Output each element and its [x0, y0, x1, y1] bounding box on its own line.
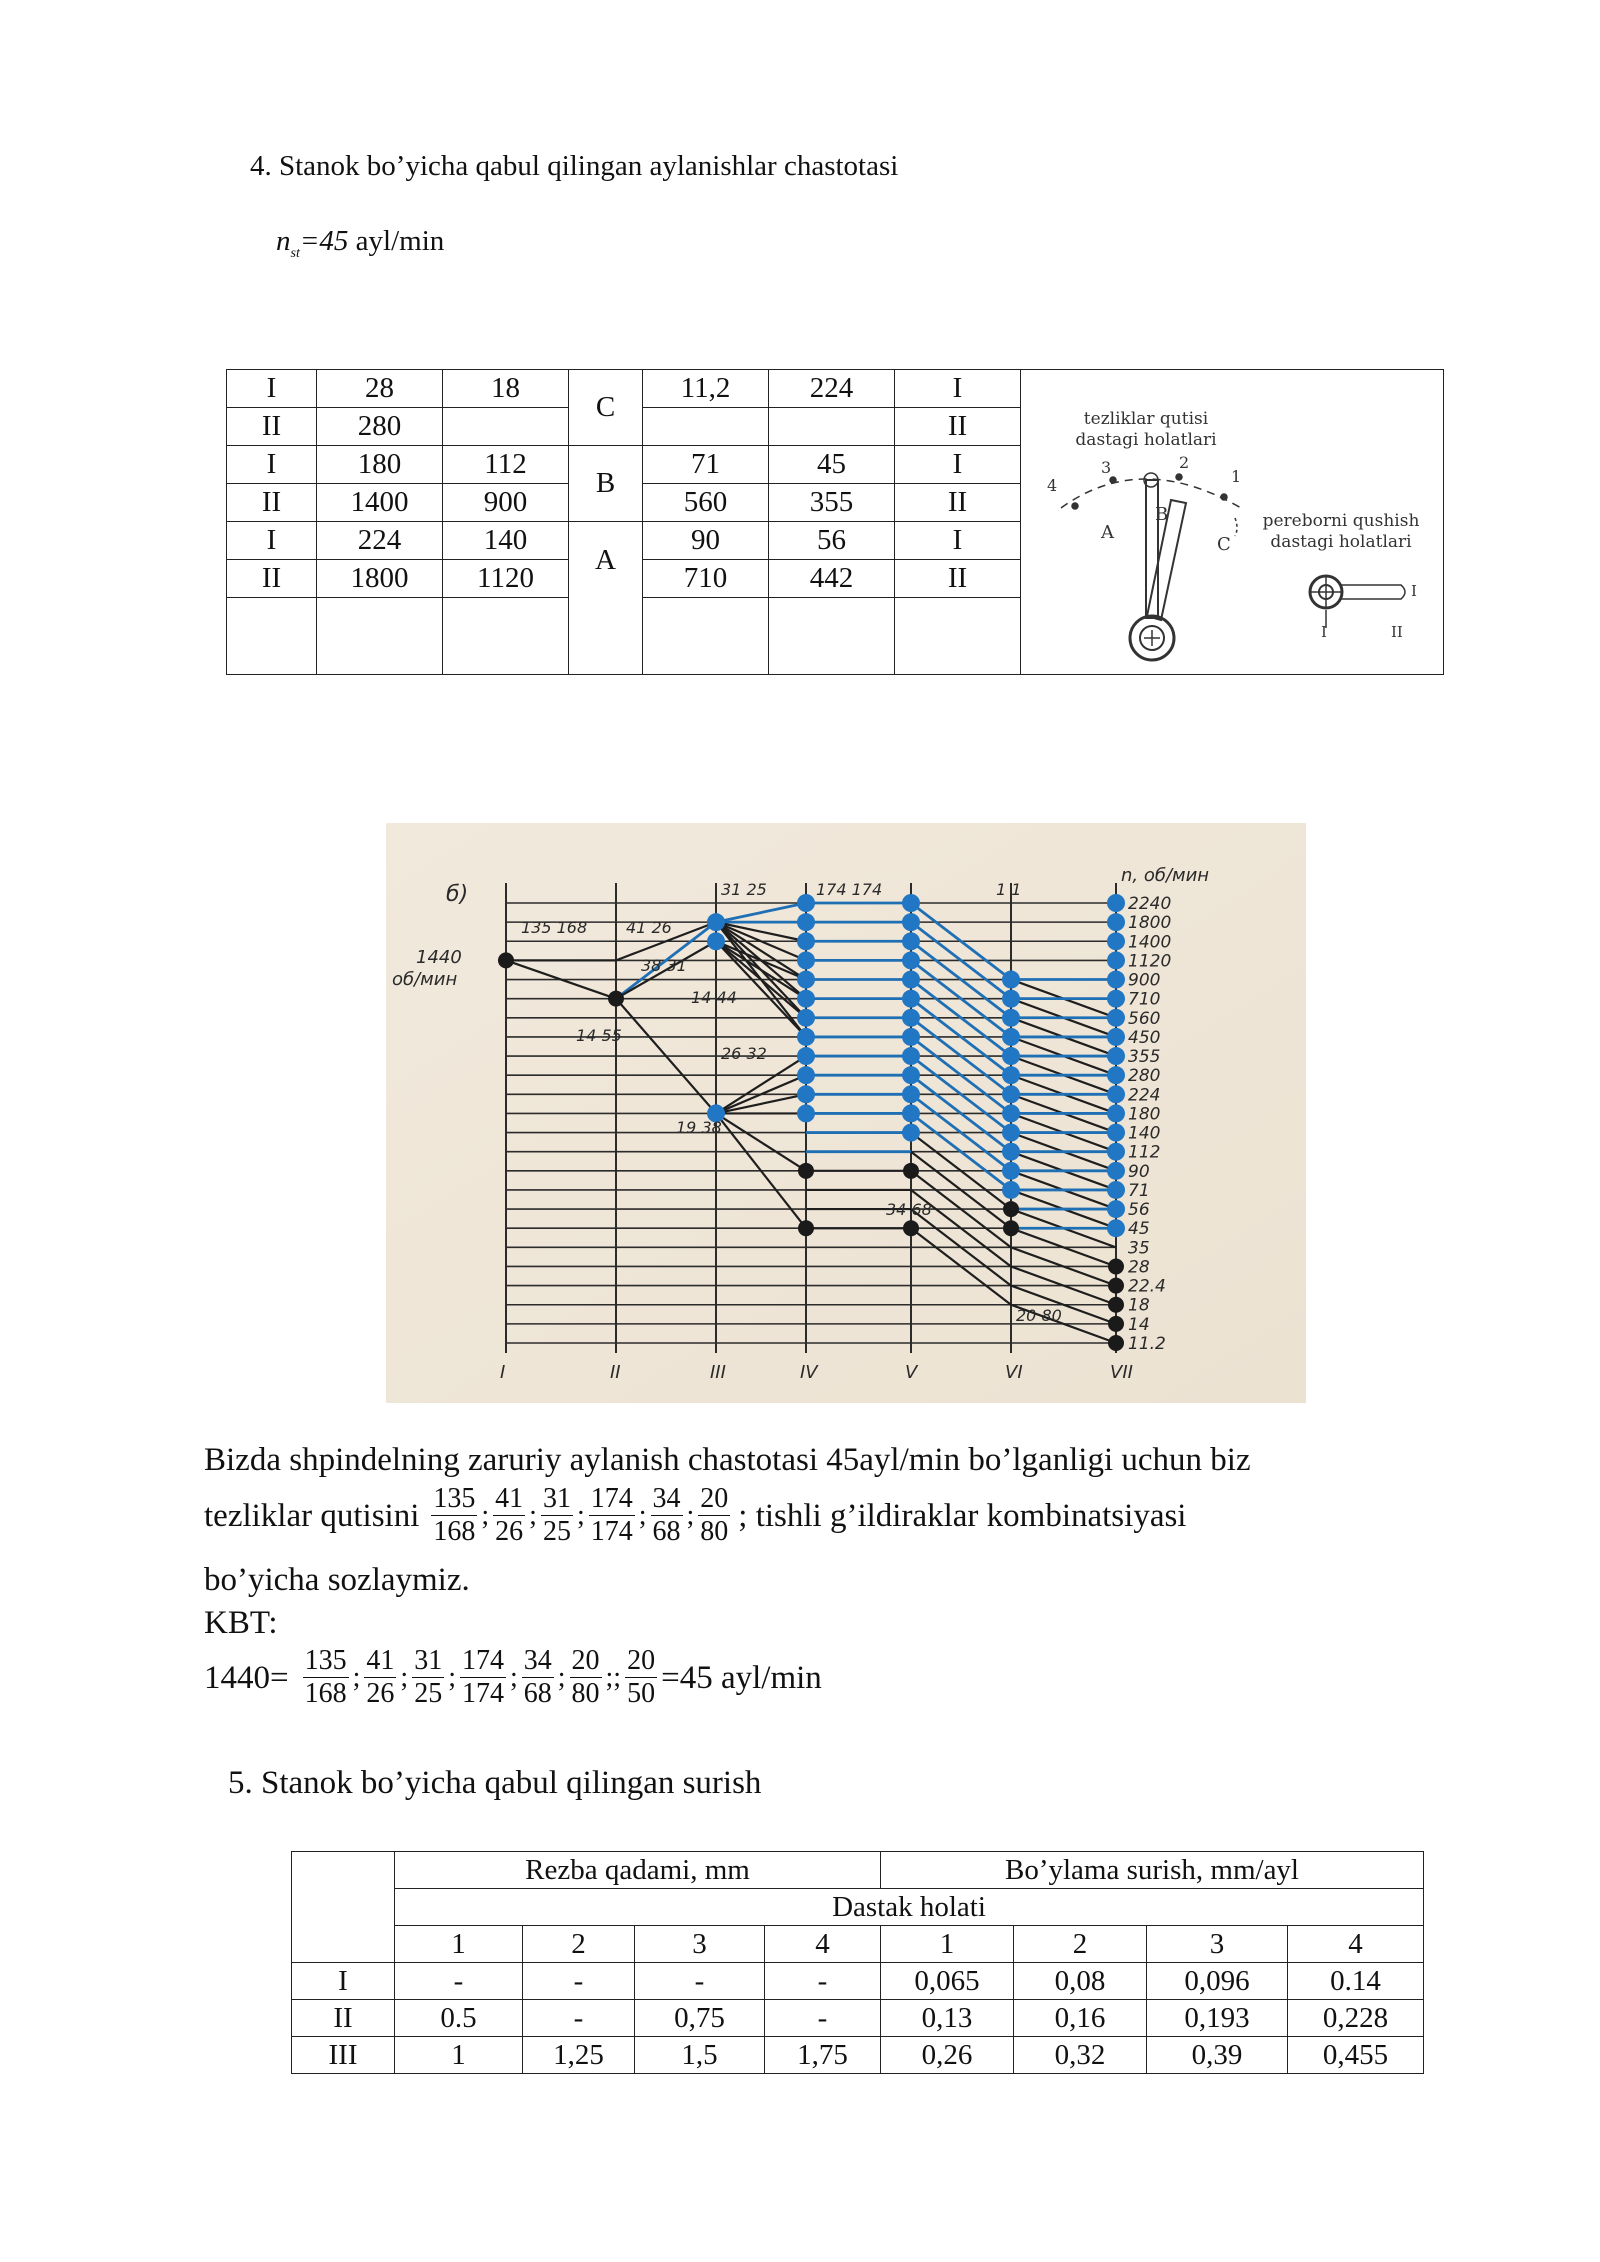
- position-4: 4: [1047, 476, 1058, 495]
- table-cell: II: [292, 2000, 395, 2037]
- position-1: 1: [1231, 467, 1242, 486]
- speed-node: [798, 1163, 814, 1179]
- speed-label: 224: [1128, 1085, 1161, 1106]
- speed-node: [1002, 971, 1020, 989]
- speed-node: [1107, 1009, 1125, 1027]
- table-corner-cell: [292, 1852, 395, 1963]
- speed-node: [797, 951, 815, 969]
- table-cell: [443, 408, 569, 446]
- equation-start: 1440=: [204, 1659, 289, 1696]
- kbt-label: KBT:: [204, 1605, 278, 1641]
- table-cell: 280: [317, 408, 443, 446]
- speed-node: [902, 1085, 920, 1103]
- table-cell: 0,096: [1147, 1963, 1288, 2000]
- speed-label: 14: [1128, 1314, 1150, 1335]
- fraction-separator: ;: [448, 1661, 456, 1693]
- speed-node: [1107, 894, 1125, 912]
- gear-ratio-fraction: [364, 1645, 396, 1710]
- speed-label: 355: [1128, 1047, 1161, 1068]
- table-cell: [643, 598, 769, 675]
- speed-node: [707, 932, 725, 950]
- table-cell: I: [227, 522, 317, 560]
- kbt-fractions: [299, 1645, 661, 1710]
- speed-label: 18: [1128, 1295, 1150, 1316]
- speed-node: [797, 1047, 815, 1065]
- gearbox-speed-table: [226, 369, 1444, 675]
- speed-label: 1120: [1128, 951, 1172, 972]
- fraction-denominator: 68: [523, 1678, 552, 1709]
- speed-label: 45: [1128, 1219, 1150, 1240]
- axis-unit-label: n, об/мин: [1121, 865, 1210, 886]
- speed-node: [1107, 1219, 1125, 1237]
- paragraph-line-2: [204, 1483, 1186, 1548]
- fraction-separator: ;: [638, 1499, 647, 1531]
- spindle-speed-line: [276, 225, 444, 262]
- speed-label: 35: [1128, 1238, 1150, 1259]
- gear-pair-label: 26 32: [721, 1044, 767, 1063]
- table-cell: -: [523, 2000, 635, 2037]
- speed-node: [1107, 1200, 1125, 1218]
- speed-node: [1107, 971, 1125, 989]
- speed-label: 112: [1128, 1142, 1161, 1163]
- gear-ratio-fraction: [522, 1645, 554, 1710]
- speed-node: [1107, 1181, 1125, 1199]
- speed-node: [902, 1066, 920, 1084]
- table-cell: [769, 598, 895, 675]
- table-row: [292, 2000, 1424, 2037]
- fraction-separator: ;: [557, 1661, 566, 1693]
- fraction-numerator: 20: [571, 1645, 600, 1676]
- speed-node: [902, 1009, 920, 1027]
- fraction-denominator: 174: [461, 1678, 504, 1709]
- roman-ii: II: [1391, 623, 1403, 641]
- speed-label: 280: [1128, 1066, 1161, 1087]
- speed-label: 1400: [1128, 932, 1172, 953]
- speed-label: 180: [1128, 1104, 1161, 1125]
- speed-node: [608, 991, 624, 1007]
- speed-node: [903, 1220, 919, 1236]
- speed-node: [902, 1124, 920, 1142]
- speed-node: [1002, 1028, 1020, 1046]
- fraction-numerator: 31: [542, 1483, 571, 1514]
- speed-node: [1107, 1047, 1125, 1065]
- table-cell: II: [227, 408, 317, 446]
- thread-pitch-header: Rezba qadami, mm: [395, 1852, 881, 1889]
- fraction-numerator: 174: [590, 1483, 633, 1514]
- column-header: 4: [765, 1926, 881, 1963]
- table-cell: -: [395, 1963, 523, 2000]
- speed-node: [902, 1028, 920, 1046]
- table-cell: 1400: [317, 484, 443, 522]
- fraction-denominator: 168: [304, 1678, 347, 1709]
- table-cell: I: [895, 370, 1021, 408]
- fraction-numerator: 31: [414, 1645, 443, 1676]
- table-cell: 1,25: [523, 2037, 635, 2074]
- fraction-denominator: 80: [571, 1678, 600, 1709]
- nst-value: =45: [299, 225, 349, 257]
- table-cell: 0.14: [1288, 1963, 1424, 2000]
- speed-node: [1002, 1009, 1020, 1027]
- gear-ratio-fraction: [493, 1483, 525, 1548]
- speed-node: [1107, 1162, 1125, 1180]
- speed-label: 90: [1128, 1161, 1150, 1182]
- speed-node: [1107, 1066, 1125, 1084]
- lever-diagram-cell: [1021, 370, 1444, 675]
- speed-node: [1002, 1047, 1020, 1065]
- speed-node: [902, 913, 920, 931]
- table-cell: [643, 408, 769, 446]
- lever-position-header: Dastak holati: [395, 1889, 1424, 1926]
- speed-node: [797, 1085, 815, 1103]
- group-label-b: B: [569, 446, 643, 522]
- column-header: 3: [635, 1926, 765, 1963]
- fraction-denominator: 68: [652, 1516, 681, 1547]
- gear-ratio-fraction: [541, 1483, 573, 1548]
- table-cell: I: [292, 1963, 395, 2000]
- line2-end: ; tishli g’ildiraklar kombinatsiyasi: [738, 1497, 1187, 1534]
- section-5-heading: 5. Stanok bo’yicha qabul qilingan surish: [228, 1765, 762, 1801]
- speed-node: [1003, 1220, 1019, 1236]
- gear-pair-label: 174 174: [816, 880, 883, 899]
- longitudinal-feed-header: Bo’ylama surish, mm/ayl: [881, 1852, 1424, 1889]
- table-cell: I: [895, 446, 1021, 484]
- gear-ratio-fraction: [460, 1645, 506, 1710]
- speed-node: [1108, 1278, 1124, 1294]
- table-cell: -: [635, 1963, 765, 2000]
- speed-node: [1002, 1181, 1020, 1199]
- table-cell: III: [292, 2037, 395, 2074]
- speed-node: [1003, 1201, 1019, 1217]
- speed-node: [797, 1066, 815, 1084]
- speed-graph-svg: [386, 823, 1306, 1403]
- table-cell: 0,065: [881, 1963, 1014, 2000]
- table-cell: -: [765, 2000, 881, 2037]
- fraction-separator: ;: [481, 1499, 490, 1531]
- table-cell: 1800: [317, 560, 443, 598]
- right-title-1: pereborni qushish: [1262, 511, 1420, 531]
- gear-pair-label: 38 31: [641, 956, 687, 975]
- speed-node: [903, 1163, 919, 1179]
- table-header-row: [292, 1852, 1424, 1889]
- speed-node: [797, 894, 815, 912]
- gear-ratio-fraction: [651, 1483, 683, 1548]
- table-cell: 0,75: [635, 2000, 765, 2037]
- table-cell: 0,228: [1288, 2000, 1424, 2037]
- column-header: 2: [523, 1926, 635, 1963]
- table-cell: [227, 598, 317, 675]
- speed-node: [1002, 1066, 1020, 1084]
- gear-ratio-fraction: [625, 1645, 657, 1710]
- table-cell: 11,2: [643, 370, 769, 408]
- fraction-numerator: 20: [700, 1483, 729, 1514]
- gear-pair-label: 41 26: [626, 918, 672, 937]
- speed-node: [798, 1220, 814, 1236]
- position-2: 2: [1179, 453, 1190, 472]
- speed-node: [707, 913, 725, 931]
- table-cell: 90: [643, 522, 769, 560]
- fraction-separator: ;: [576, 1499, 585, 1531]
- table-cell: 71: [643, 446, 769, 484]
- table-cell: [443, 598, 569, 675]
- table-cell: 1: [395, 2037, 523, 2074]
- roman-i-right: I: [1411, 582, 1417, 600]
- gear-pair-label: 20 80: [1016, 1306, 1062, 1325]
- graph-label-b: б): [446, 882, 469, 907]
- table-cell: -: [765, 1963, 881, 2000]
- speed-node: [1002, 1085, 1020, 1103]
- table-cell: 0,455: [1288, 2037, 1424, 2074]
- shaft-label: VII: [1110, 1362, 1133, 1383]
- speed-label: 140: [1128, 1123, 1161, 1144]
- speed-node: [1107, 932, 1125, 950]
- table-cell: 560: [643, 484, 769, 522]
- shaft-label: IV: [800, 1362, 818, 1383]
- speed-node: [1002, 1143, 1020, 1161]
- group-label-c: C: [569, 370, 643, 446]
- table-cell: II: [895, 560, 1021, 598]
- shaft-label: II: [610, 1362, 621, 1383]
- speed-node: [797, 1009, 815, 1027]
- table-cell: 0.5: [395, 2000, 523, 2037]
- speed-node: [797, 971, 815, 989]
- input-rpm-label: 1440: [416, 947, 462, 968]
- speed-node: [902, 951, 920, 969]
- kbt-equation: [204, 1645, 822, 1710]
- gear-pair-label: 31 25: [721, 880, 767, 899]
- speed-node: [1002, 1162, 1020, 1180]
- fraction-numerator: 41: [495, 1483, 524, 1514]
- table-cell: 710: [643, 560, 769, 598]
- fraction-separator: ;: [352, 1661, 361, 1693]
- speed-node: [797, 932, 815, 950]
- table-cell: 1120: [443, 560, 569, 598]
- column-header: 1: [881, 1926, 1014, 1963]
- position-3: 3: [1101, 458, 1112, 477]
- speed-node: [1107, 990, 1125, 1008]
- speed-node: [902, 932, 920, 950]
- nst-subscript: st: [290, 245, 300, 261]
- table-cell: -: [523, 1963, 635, 2000]
- speed-label: 22.4: [1128, 1276, 1166, 1297]
- table-cell: 0,193: [1147, 2000, 1288, 2037]
- table-cell: I: [895, 522, 1021, 560]
- speed-node: [1107, 1085, 1125, 1103]
- gear-ratio-fraction: [431, 1483, 477, 1548]
- fraction-numerator: 20: [627, 1645, 656, 1676]
- gear-ratio-fraction: [698, 1483, 730, 1548]
- group-label-a: A: [569, 522, 643, 675]
- speed-node: [1002, 1124, 1020, 1142]
- fraction-denominator: 25: [414, 1678, 443, 1709]
- speed-node: [902, 1047, 920, 1065]
- speed-node: [1107, 951, 1125, 969]
- table-cell: 0,26: [881, 2037, 1014, 2074]
- speed-node: [1107, 1124, 1125, 1142]
- table-cell: [317, 598, 443, 675]
- speed-node: [1107, 1028, 1125, 1046]
- table-cell: 0,08: [1014, 1963, 1147, 2000]
- gear-ratio-fraction: [570, 1645, 602, 1710]
- speed-node: [902, 1104, 920, 1122]
- speed-node: [1002, 1104, 1020, 1122]
- letter-b: B: [1155, 504, 1169, 525]
- table-row: [227, 370, 1444, 408]
- gear-pair-label: 1 1: [996, 880, 1022, 899]
- speed-node: [902, 971, 920, 989]
- speed-label: 11.2: [1128, 1334, 1166, 1354]
- table-cell: 0,13: [881, 2000, 1014, 2037]
- fraction-numerator: 174: [461, 1645, 504, 1676]
- speed-label: 1800: [1128, 913, 1172, 934]
- speed-node: [797, 1104, 815, 1122]
- table-cell: II: [895, 484, 1021, 522]
- column-header: 1: [395, 1926, 523, 1963]
- table-cell: 140: [443, 522, 569, 560]
- table-cell: 0,39: [1147, 2037, 1288, 2074]
- speed-node: [1108, 1258, 1124, 1274]
- fraction-separator: ;: [400, 1661, 409, 1693]
- table-cell: 1,5: [635, 2037, 765, 2074]
- speed-label: 710: [1128, 989, 1161, 1010]
- gear-ratio-fraction: [303, 1645, 349, 1710]
- table-header-row: [292, 1889, 1424, 1926]
- table-row: [292, 2037, 1424, 2074]
- speed-node: [797, 913, 815, 931]
- fraction-numerator: 34: [652, 1483, 681, 1514]
- speed-node: [1107, 1104, 1125, 1122]
- table-cell: [895, 598, 1021, 675]
- speed-node: [902, 894, 920, 912]
- speed-node: [1108, 1335, 1124, 1351]
- speed-node: [498, 952, 514, 968]
- table-cell: 56: [769, 522, 895, 560]
- letter-c: C: [1217, 534, 1231, 555]
- column-header: 2: [1014, 1926, 1147, 1963]
- table-cell: I: [227, 446, 317, 484]
- diagram-title-1: tezliklar qutisi: [1083, 409, 1209, 429]
- fraction-separator: ;: [686, 1499, 695, 1531]
- table-cell: II: [227, 560, 317, 598]
- speed-label: 900: [1128, 970, 1161, 991]
- table-cell: 224: [317, 522, 443, 560]
- table-cell: II: [227, 484, 317, 522]
- fraction-numerator: 41: [366, 1645, 395, 1676]
- table-cell: II: [895, 408, 1021, 446]
- fraction-denominator: 26: [366, 1678, 395, 1709]
- gear-ratio-fraction: [412, 1645, 444, 1710]
- column-header: 4: [1288, 1926, 1424, 1963]
- speed-label: 56: [1128, 1200, 1150, 1221]
- fraction-denominator: 50: [627, 1678, 656, 1709]
- fraction-denominator: 26: [495, 1516, 524, 1547]
- lever-positions-diagram: [1021, 370, 1444, 670]
- gear-pair-label: 135 168: [521, 918, 588, 937]
- table-cell: 18: [443, 370, 569, 408]
- gear-ratio-fractions: [427, 1483, 734, 1548]
- input-rpm-unit: об/мин: [392, 969, 458, 990]
- table-cell: 1,75: [765, 2037, 881, 2074]
- gear-pair-label: 14 55: [576, 1026, 622, 1045]
- speed-node: [1107, 1143, 1125, 1161]
- speed-node: [1108, 1297, 1124, 1313]
- table-cell: 442: [769, 560, 895, 598]
- table-cell: 45: [769, 446, 895, 484]
- fraction-separator: ;: [509, 1661, 518, 1693]
- table-cell: 355: [769, 484, 895, 522]
- paragraph-line-1: Bizda shpindelning zaruriy aylanish chastotasi 45ayl/min bo’lganligi uchun biz: [204, 1442, 1251, 1478]
- section-4-heading: 4. Stanok bo’yicha qabul qilingan aylanishlar chastotasi: [250, 150, 899, 182]
- gear-pair-label: 14 44: [691, 988, 737, 1007]
- gear-pair-label: 34 68: [886, 1200, 932, 1219]
- shaft-label: V: [905, 1362, 918, 1383]
- speed-node: [797, 990, 815, 1008]
- fraction-numerator: 135: [304, 1645, 347, 1676]
- table-row: [292, 1963, 1424, 2000]
- letter-a: A: [1101, 522, 1114, 543]
- table-cell: I: [227, 370, 317, 408]
- fraction-denominator: 168: [433, 1516, 476, 1547]
- table-cell: 112: [443, 446, 569, 484]
- table-cell: 0,16: [1014, 2000, 1147, 2037]
- right-title-2: dastagi holatlari: [1270, 532, 1412, 552]
- table-cell: 900: [443, 484, 569, 522]
- speed-label: 28: [1128, 1257, 1150, 1278]
- table-cell: 224: [769, 370, 895, 408]
- speed-node: [1107, 913, 1125, 931]
- equation-end: =45 ayl/min: [661, 1659, 822, 1696]
- speed-node: [797, 1028, 815, 1046]
- fraction-numerator: 34: [523, 1645, 552, 1676]
- speed-label: 2240: [1128, 894, 1172, 914]
- fraction-denominator: 25: [542, 1516, 571, 1547]
- table-cell: 180: [317, 446, 443, 484]
- shaft-label: VI: [1005, 1362, 1023, 1383]
- table-cell: 28: [317, 370, 443, 408]
- nst-unit: ayl/min: [348, 225, 445, 257]
- speed-label: 450: [1128, 1027, 1161, 1048]
- fraction-separator: ;;: [605, 1661, 622, 1693]
- table-header-row: [292, 1926, 1424, 1963]
- fraction-denominator: 174: [590, 1516, 633, 1547]
- nst-symbol: n: [276, 225, 291, 257]
- gear-ratio-fraction: [589, 1483, 635, 1548]
- gear-pair-label: 19 38: [676, 1118, 722, 1137]
- speed-node: [1002, 990, 1020, 1008]
- column-header: 3: [1147, 1926, 1288, 1963]
- speed-label: 71: [1128, 1180, 1150, 1201]
- speed-node: [902, 990, 920, 1008]
- fraction-separator: ;: [529, 1499, 537, 1531]
- speed-node: [1108, 1316, 1124, 1332]
- table-cell: [769, 408, 895, 446]
- diagram-title-2: dastagi holatlari: [1075, 430, 1217, 450]
- roman-i: I: [1321, 623, 1327, 641]
- feed-table: [291, 1851, 1424, 2074]
- shaft-label: III: [710, 1362, 726, 1383]
- table-cell: 0,32: [1014, 2037, 1147, 2074]
- paragraph-line-3: bo’yicha sozlaymiz.: [204, 1562, 470, 1598]
- fraction-numerator: 135: [433, 1483, 476, 1514]
- line2-start: tezliklar qutisini: [204, 1497, 420, 1534]
- speed-structure-graph: [386, 823, 1306, 1403]
- speed-label: 560: [1128, 1008, 1161, 1029]
- shaft-label: I: [500, 1362, 506, 1383]
- fraction-denominator: 80: [700, 1516, 729, 1547]
